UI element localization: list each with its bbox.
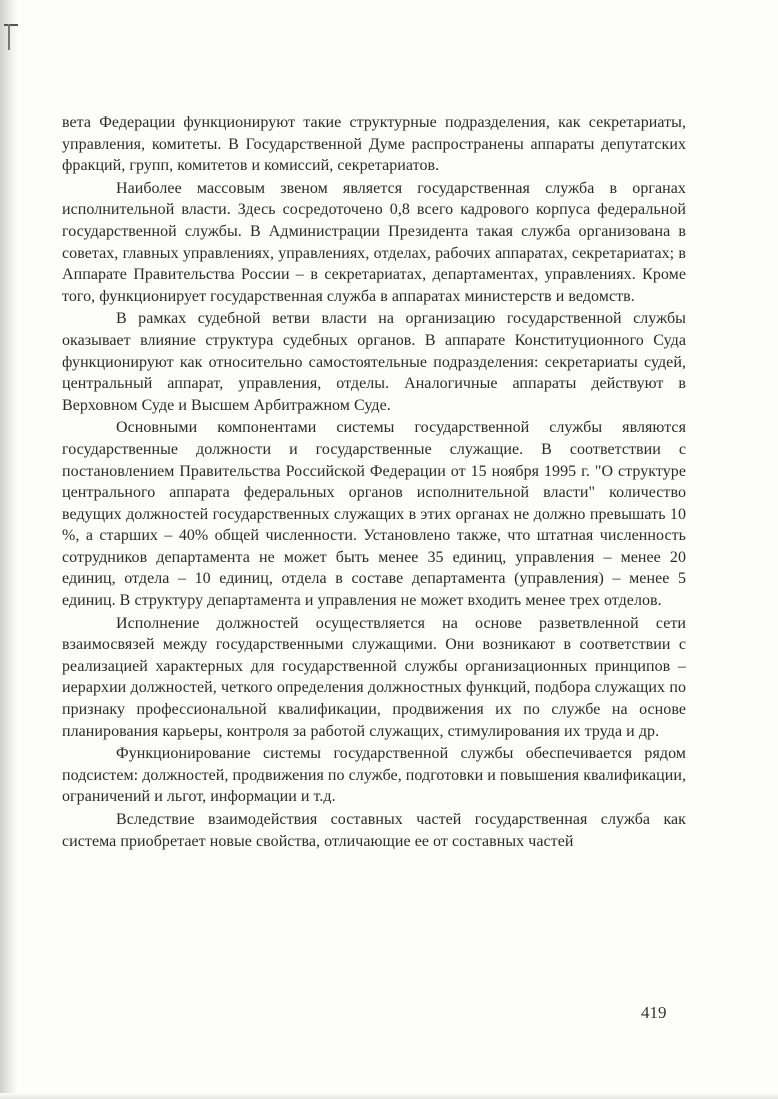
page-number: 419 (641, 1003, 667, 1022)
scan-corner-mark-vertical (8, 24, 10, 50)
paragraph: Наиболее массовым звеном является государственная служба в органах исполнительной власти. Здесь сосредоточено 0,8 всего кадрового корпуса федеральной государственной службы. В Администрации Президента такая служба организована в советах, главных управлениях, управлениях, отделах, рабочих аппаратах, секретариатах; в Аппарате Правительства России – в секретариатах, департаментах, управлениях. Кроме того, функционирует государственная служба в аппаратах министерств и ведомств. (62, 179, 686, 305)
paragraph: Основными компонентами системы государственной службы являются государственные должности и государственные служащие. В соответствии с постановлением Правительства Российской Федерации от 15 ноября 1995 г. "О структуре центрального аппарата федеральных органов исполнительной власти" количество ведущих должностей государственных служащих в этих органах не должно превышать 10 %, а старших – 40% общей численности. Установлено также, что штатная численность сотрудников департамента не может быть менее 35 единиц, управления – менее 20 единиц, отдела – 10 единиц, отдела в составе департамента (управления) – менее 5 единиц. В структуру департамента и управления не может входить менее трех отделов. (62, 419, 686, 610)
page-bottom-shadow (0, 1093, 778, 1099)
paragraph: Исполнение должностей осуществляется на основе разветвленной сети взаимосвязей между государственными служащими. Они возникают в соответствии с реализацией характерных для государственной службы организационных принципов – иерархии должностей, четкого определения должностных функций, подбора служащих по признаку профессиональной квалификации, продвижения их по службе на основе планирования карьеры, контроля за работой служащих, стимулирования их труда и др. (62, 614, 686, 740)
paragraph: Функционирование системы государственной службы обеспечивается рядом подсистем: должностей, продвижения по службе, подготовки и повышения квалификации, ограничений и льгот, информации и т.д. (62, 745, 686, 806)
paragraph: Вследствие взаимодействия составных частей государственная служба как система приобретает новые свойства, отличающие ее от составных частей (62, 811, 686, 850)
scan-corner-mark (4, 24, 18, 26)
paragraph: В рамках судебной ветви власти на организацию государственной службы оказывает влияние структура судебных органов. В аппарате Конституционного Суда функционируют как относительно самостоятельные подразделения: секретариаты судей, центральный аппарат, управления, отделы. Аналогичные аппараты действуют в Верховном Суде и Высшем Арбитражном Суде. (62, 310, 686, 414)
body-text (62, 112, 686, 853)
page-edge-shadow (0, 0, 18, 1099)
paragraph-continued: вета Федерации функционируют такие структурные подразделения, как секретариаты, управления, комитеты. В Государственной Думе распространены аппараты депутатских фракций, групп, комитетов и комиссий, секретариатов. (62, 114, 686, 175)
